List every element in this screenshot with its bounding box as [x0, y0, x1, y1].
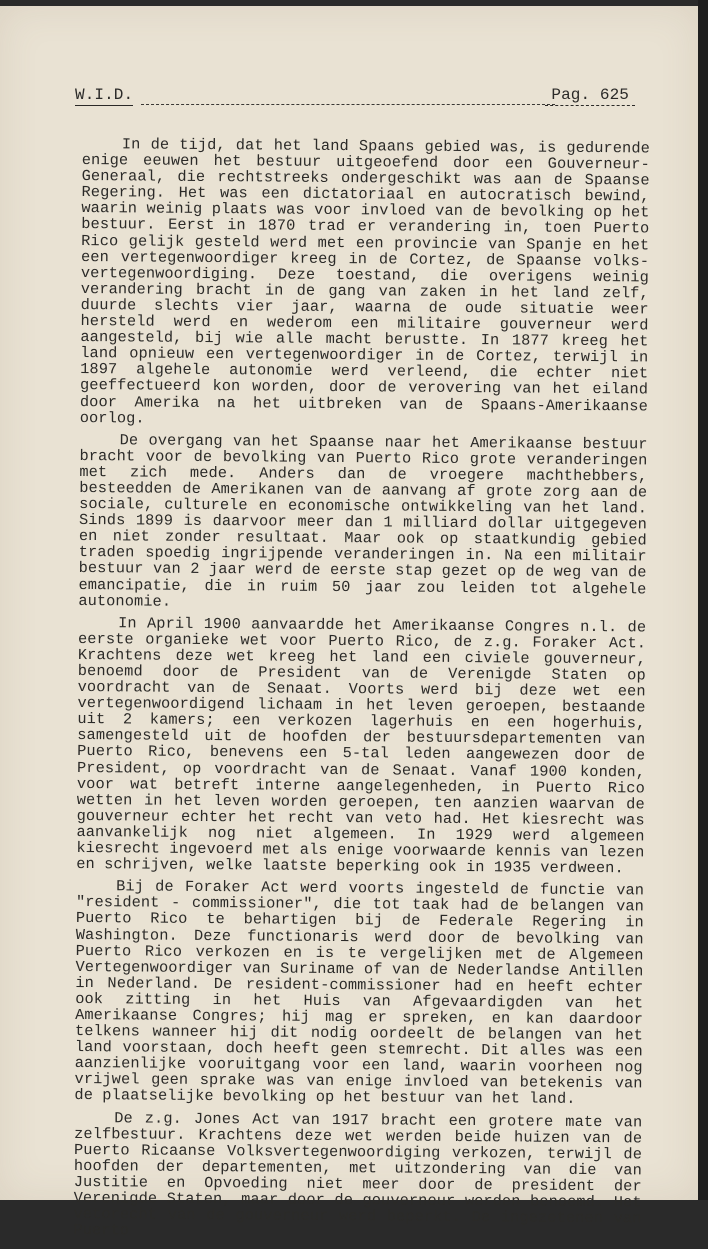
paragraph-1: In de tijd, dat het land Spaans gebied was, is gedurende enige eeuwen het bestuur uitgeoefend door een Gouverneur-Generaal, die rechtstreeks ondergeschikt was aan de Spaanse Regering. Het was een dictatoriaal en autocratisch bewind, waarin weinig plaats was voor invloed van de bevolking op het bestuur. Eerst in 1870 trad er verandering in, toen Puerto Rico gelijk gesteld werd met een provincie van Spanje en het een vertegenwoordiger kreeg in de Cortez, de Spaanse volks-vertegenwoordiging. Deze toestand, die overigens weinig verandering bracht in de gang van zaken in het land zelf, duurde slechts vier jaar, waarna de oude situatie weer hersteld werd en wederom een militaire gouverneur werd aangesteld, bij wie alle macht berustte. In 1877 kreeg het land opnieuw een vertegenwoordiger in de Cortez, terwijl in 1897 algehele autonomie werd verleend, die echter niet geeffectueerd kon worden, door de verovering van het eiland door Amerika na het uitbreken van de Spaans-Amerikaanse oorlog.	[79, 135, 650, 428]
body-text	[73, 136, 650, 1249]
scan-edge	[698, 0, 708, 1200]
paragraph-3: In April 1900 aanvaardde het Amerikaanse Congres n.l. de eerste organieke wet voor Puerto Rico, de z.g. Foraker Act. Krachtens deze wet kreeg het land een civiele gouverneur, benoemd door de President van de Verenigde Staten op voordracht van de Senaat. Voorts werd bij deze wet een vertegenwoordigend lichaam in het leven geroepen, bestaande uit 2 kamers; een verkozen lagerhuis en een hogerhuis, samengesteld uit de hoofden der bestuursdepartementen van Puerto Rico, benevens een 5-tal leden aangewezen door de President, op voordracht van de Senaat. Vanaf 1900 konden, voor wat betreft interne aangelegenheden, in Puerto Rico wetten in het leven worden geroepen, ten aanzien waarvan de gouverneur echter het recht van veto had. Het kiesrecht was aanvankelijk nog niet algemeen. In 1929 werd algemeen kiesrecht ingevoerd met als enige voorwaarde kennis van lezen en schrijven, welke laatste beperking ook in 1935 verdween.	[76, 614, 647, 878]
paragraph-5: De z.g. Jones Act van 1917 bracht een grotere mate van zelfbestuur. Krachtens deze wet werden beide huizen van de Puerto Ricaanse Volksvertegenwoordiging verkozen, terwijl de hoofden der departementen, met uitzondering van die van Justitie en Opvoeding niet meer door de president der Verenigde Staten, maar door de gouverneur werden benoemd. Het vetorecht van de gouverneur werd beperkt. De ingezetenen van Puerto	[73, 1108, 643, 1240]
header-publication: W.I.D.	[75, 86, 134, 104]
header-page-number: Pag. 625	[545, 86, 635, 106]
paragraph-2: De overgang van het Spaanse naar het Amerikaanse bestuur bracht voor de bevolking van Puerto Rico grote veranderingen met zich mede. Anders dan de vroegere machthebbers, besteedden de Amerikanen van de aanvang af grote zorg aan de sociale, culturele en economische ontwikkeling van het land. Sinds 1899 is daarvoor meer dan 1 milliard dollar uitgegeven en niet zonder resultaat. Maar ook op staatkundig gebied traden spoedig ingrijpende veranderingen in. Na een militair bestuur van 2 jaar werd de eerste stap gezet op de weg van de emancipatie, die in ruim 50 jaar zou leiden tot algehele autonomie.	[78, 430, 648, 611]
document-page	[0, 6, 698, 1240]
page-header	[75, 86, 635, 110]
header-rule	[141, 104, 555, 105]
paragraph-4: Bij de Foraker Act werd voorts ingesteld de functie van "resident - commissioner", die tot taak had de belangen van Puerto Rico te behartigen bij de Federale Regering in Washington. Deze functionaris werd door de bevolking van Puerto Rico verkozen en is te vergelijken met de Algemeen Vertegenwoordiger van Suriname of van de Nederlandse Antillen in Nederland. De resident-commissioner had en heeft echter ook zitting in het Huis van Afgevaardigden van het Amerikaanse Congres; hij mag er spreken, en kan daardoor telkens wanneer hij dit nodig oordeelt de belangen van het land voorstaan, doch heeft geen stemrecht. Dit alles was een aanzienlijke vooruitgang voor een land, waarin voorheen nog vrijwel geen sprake was van enige invloed van betekenis van de plaatselijke bevolking op het bestuur van het land.	[74, 877, 645, 1109]
